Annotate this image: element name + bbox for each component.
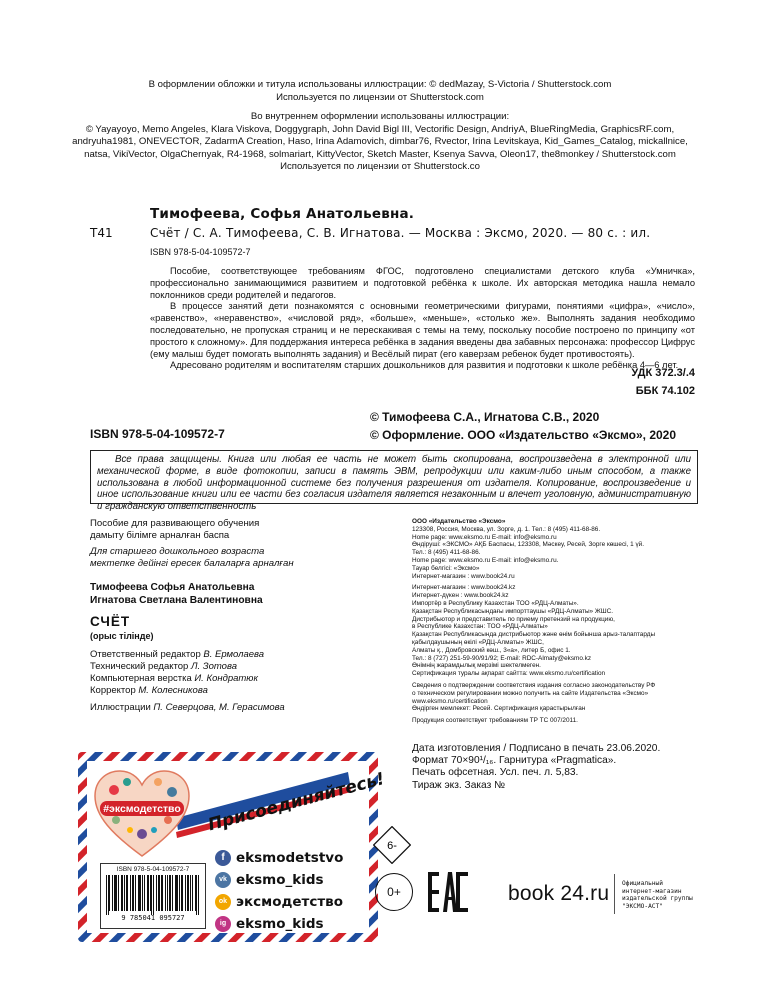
divider: [614, 874, 615, 914]
credit-line: andryuha1981, ONEVECTOR, ZadarmA Creation, Haso, Irina Adamovich, dimbar76, Rvector, Irina Levitskaya, Kid_Games_Catalog, mickallnice,: [72, 136, 688, 148]
staff-row: [90, 673, 264, 685]
barcode-bar: [140, 875, 141, 911]
publisher-info-line: Интернет-магазин : www.book24.kz: [412, 584, 516, 592]
staff-role: Корректор: [90, 685, 136, 696]
illustrators-label: Иллюстрации: [90, 702, 151, 713]
age-rating-0: 0+: [375, 873, 413, 911]
print-info: [412, 743, 660, 792]
publisher-info-line: Қазақстан Республикасындағы импорттаушы «РДЦ-Алматы» ЖШС.: [412, 607, 614, 615]
barcode-bar: [182, 875, 183, 911]
barcode-bar: [195, 875, 196, 911]
social-handle: eksmo_kids: [236, 871, 324, 888]
note-line: интернет-магазин: [622, 887, 682, 895]
social-ok[interactable]: [215, 892, 343, 911]
copyright-authors: © Тимофеева С.А., Игнатова С.В., 2020: [370, 410, 600, 424]
edition-type: [90, 518, 259, 541]
barcode-bar: [112, 875, 113, 911]
publisher-info-line: Өндіруші: «ЭКСМО» АҚБ Баспасы, 123308, Мәскеу, Ресей, Зорге көшесі, 1 үй.: [412, 541, 645, 549]
barcode-bar: [108, 875, 109, 915]
type-kz: дамыту білімге арналған баспа: [90, 529, 230, 541]
social-instagram[interactable]: [215, 914, 324, 933]
publisher-info-line: Алматы қ., Домбровский көш., 3«а», литер Б, офис 1.: [412, 646, 571, 654]
classification: [631, 364, 695, 400]
credit-line: Во внутреннем оформлении использованы иллюстрации:: [250, 111, 510, 122]
barcode-bar: [118, 875, 119, 911]
barcode-bar: [127, 875, 128, 911]
barcode-bar: [121, 875, 122, 911]
print-line: Дата изготовления / Подписано в печать 23.06.2020.: [412, 743, 661, 754]
promo-headline: Присоединяйтесь!: [206, 768, 387, 836]
social-handle: eksmo_kids: [236, 915, 324, 932]
credit-line: © Yayayoyo, Memo Angeles, Klara Viskova, Doggygraph, John David Bigl III, Vectorific Design, AndriyA, BlueRingMedia, GraphicsRF.com,: [85, 123, 675, 135]
book-title: СЧЁТ: [90, 614, 131, 629]
credit-line: natsa, VikiVector, OlgaChernyak, R4-1968, solmariart, KittyVector, Sketch Master, Ksenya Savva, Oleon17, the8monkey / Shutterstock.com: [84, 148, 676, 160]
barcode-isbn: ISBN 978-5-04-109572-7: [116, 866, 190, 873]
publisher-info-line: Тауар белгісі: «Эксмо»: [412, 564, 480, 572]
social-handle: эксмодетство: [236, 893, 344, 910]
publisher-info-line: Интернет-магазин : www.book24.ru: [412, 572, 515, 580]
barcode-bar: [172, 875, 173, 911]
facebook-icon: f: [215, 850, 231, 866]
barcode-bar: [130, 875, 131, 911]
publisher-info-line: ООО «Издательство «Эксмо»: [412, 518, 506, 525]
inner-credits: [60, 111, 700, 174]
print-line: Тираж экз. Заказ №: [412, 779, 506, 791]
staff-name: Л. Зотова: [190, 661, 237, 672]
barcode-bar: [106, 875, 107, 915]
barcode-bar: [142, 875, 143, 911]
barcode-bar: [144, 875, 145, 911]
barcode-bar: [115, 875, 116, 911]
odnoklassniki-icon: ok: [215, 894, 231, 910]
barcode-bar: [124, 875, 125, 911]
catalog-isbn: ISBN 978-5-04-109572-7: [150, 247, 251, 257]
publisher-info-line: Сведения о подтверждении соответствия издания согласно законодательству РФ: [412, 681, 656, 689]
staff-role: Компьютерная верстка: [90, 673, 192, 684]
author-name: Игнатова Светлана Валентиновна: [90, 595, 263, 606]
age-rating-6-icon: [373, 826, 411, 864]
publisher-info-line: Сертификация туралы ақпарат сайтта: www.eksmo.ru/certification: [412, 670, 606, 678]
barcode-bar: [176, 875, 177, 911]
publisher-info: [412, 518, 702, 725]
catalog-title: Счёт / С. А. Тимофеева, С. В. Игнатова. — Москва : Эксмо, 2020. — 80 с. : ил.: [150, 226, 651, 240]
publisher-info-line: Продукция соответствует требованиям ТР ТС 007/2011.: [412, 717, 578, 725]
copyright-block: [370, 408, 676, 444]
barcode-bar: [162, 875, 163, 911]
staff-name: М. Колесникова: [138, 685, 208, 696]
barcode-bar: [188, 875, 189, 911]
credit-line: Используется по лицензии от Shutterstock.co: [280, 161, 480, 173]
staff-role: Технический редактор: [90, 661, 189, 672]
publisher-info-line: Home page: www.eksmo.ru E-mail: info@eksmo.ru.: [412, 556, 559, 564]
publisher-info-line: www.eksmo.ru/certification: [412, 697, 488, 705]
barcode-bar: [165, 875, 166, 911]
barcode-bar: [181, 875, 182, 911]
social-vk[interactable]: [215, 870, 324, 889]
promo-card: [78, 752, 387, 942]
age-ru: Для старшего дошкольного возраста: [90, 546, 265, 557]
barcode-bar: [126, 875, 127, 911]
barcode-bar: [109, 875, 110, 911]
barcode-bar: [192, 875, 193, 911]
barcode-bar: [147, 875, 148, 911]
publisher-info-line: Өндірген мемлекет: Ресей. Сертификация қарастырылған: [412, 705, 586, 713]
isbn-main: ISBN 978-5-04-109572-7: [90, 427, 225, 441]
vk-icon: vk: [215, 872, 231, 888]
publisher-info-line: Home page: www.eksmo.ru E-mail: info@eksmo.ru: [412, 533, 557, 541]
barcode-bar: [114, 875, 115, 911]
barcode-bar: [150, 875, 151, 911]
social-handle: eksmodetstvo: [236, 849, 344, 866]
credit-line: Используется по лицензии от Shutterstock.com: [276, 91, 484, 103]
rights-notice-box: [90, 450, 698, 513]
catalog-author: Тимофеева, Софья Анатольевна.: [150, 206, 415, 222]
staff-row: [90, 649, 264, 661]
authors-block: [90, 581, 263, 607]
eac-mark-icon: [426, 869, 470, 915]
staff-row: [90, 685, 264, 697]
barcode-digits: 9 785041 095727: [121, 914, 185, 922]
barcode-bar: [148, 875, 149, 911]
barcode-bar: [177, 875, 178, 911]
publisher-info-line: Интернет-дүкен : www.book24.kz: [412, 592, 509, 600]
print-line: Формат 70×90¹/₁₆. Гарнитура «Pragmatica».: [412, 755, 617, 767]
book24-note: [622, 880, 693, 910]
barcode-bar: [190, 875, 191, 911]
barcode-bar: [122, 875, 123, 911]
age-rating-box-text: 6-: [387, 840, 397, 852]
barcode-bar: [167, 875, 168, 911]
print-line: Печать офсетная. Усл. печ. л. 5,83.: [412, 767, 579, 779]
staff-name: В. Ермолаева: [203, 649, 265, 660]
barcode-bar: [159, 875, 160, 911]
barcode-bar: [116, 875, 117, 911]
cover-credits: [60, 79, 700, 104]
illustrators: [90, 702, 285, 713]
book-language: (орыс тілінде): [90, 631, 154, 641]
publisher-info-line: Дистрибьютор и представитель по приему претензий на продукцию,: [412, 615, 615, 623]
barcode-bar: [198, 875, 199, 915]
book-description: [150, 266, 695, 372]
barcode-box: [100, 863, 206, 929]
barcode-bar: [161, 875, 162, 911]
note-line: "ЭКСМО-АСТ": [622, 902, 663, 910]
bbk-code: ББК 74.102: [635, 385, 695, 397]
barcode-bar: [179, 875, 180, 911]
illustrators-names: П. Северцова, М. Герасимова: [153, 702, 285, 713]
age-kz: мектепке дейінгі ересек балаларға арналған: [90, 557, 294, 569]
barcode-bar: [196, 875, 197, 915]
barcode-bar: [133, 875, 134, 911]
publisher-info-line: қабылдаушының өкілі «РДЦ-Алматы» ЖШС,: [412, 638, 544, 646]
barcode-bar: [170, 875, 171, 911]
book24-logo: book 24.ru: [508, 882, 610, 905]
staff-row: [90, 661, 264, 673]
publisher-info-line: Импортёр в Республику Казахстан ТОО «РДЦ-Алматы».: [412, 599, 579, 607]
note-line: издательской группы: [622, 895, 693, 903]
note-line: Официальный: [622, 880, 663, 887]
instagram-icon: ig: [215, 916, 231, 932]
author-name: Тимофеева Софья Анатольевна: [90, 582, 255, 593]
rights-notice: Все права защищены. Книга или любая ее часть не может быть скопирована, воспроизведена в электронной или механической форме, в виде фотокопии, записи в память ЭВМ, репродукции или каким-либо иным способом, а также использована в любой информационной системе без получения разрешения от издателя. Копирование, воспроизведение и иное использование книги или ее части без согласия издателя является незаконным и влечет уголовную, административную и гражданскую ответственность: [97, 454, 691, 513]
publisher-info-line: Қазақстан Республикасында дистрибьютор және өнім бойынша арыз-талаптарды: [412, 631, 656, 639]
catalog-code: Т41: [90, 226, 113, 240]
age-group: [90, 546, 294, 569]
barcode-bar: [185, 875, 186, 911]
barcode-bar: [138, 875, 139, 911]
publisher-info-line: Өнімнің жарамдылық мерзімі шектелмеген.: [412, 662, 541, 670]
barcode-bar: [158, 875, 159, 911]
hashtag: #эксмодетство: [103, 803, 181, 815]
type-ru: Пособие для развивающего обучения: [90, 518, 260, 529]
barcode-bar: [156, 875, 157, 911]
staff-role: Ответственный редактор: [90, 649, 201, 660]
copyright-design: © Оформление. ООО «Издательство «Эксмо», 2020: [370, 428, 677, 442]
publisher-info-line: 123308, Россия, Москва, ул. Зорге, д. 1. Тел.: 8 (495) 411-68-86.: [412, 525, 601, 533]
publisher-info-line: Тел.: 8 (495) 411-68-86.: [412, 549, 481, 557]
publisher-info-line: о техническом регулировании можно получить на сайте Издательства «Эксмо»: [412, 689, 649, 697]
barcode-bar: [139, 875, 140, 911]
barcode-icon: [106, 875, 200, 915]
barcode-bar: [135, 875, 136, 911]
credit-line: В оформлении обложки и титула использованы иллюстрации: © dedMazay, S-Victoria / Shutterstock.com: [148, 79, 612, 90]
social-facebook[interactable]: [215, 848, 343, 867]
description-paragraph: Адресовано родителям и воспитателям старших дошкольников для развития и подготовки к школе ребёнка 4—6 лет.: [170, 360, 679, 371]
staff-list: [90, 649, 264, 697]
barcode-bar: [153, 875, 154, 915]
barcode-bar: [175, 875, 176, 911]
description-paragraph: Пособие, соответствующее требованиям ФГОС, подготовлено специалистами детского клуба «Умничка», профессионально занимающимися развитием и подготовкой ребёнка к школе. Их авторская методика нашла немало поклонников среди родителей и педагогов.: [150, 266, 695, 300]
publisher-info-line: в Республике Казахстан: ТОО «РДЦ-Алматы»: [412, 623, 548, 631]
publisher-info-line: Тел.: 8 (727) 251-59-90/91/92; E-mail: RDC-Almaty@eksmo.kz: [412, 654, 592, 662]
udk-code: УДК 372.3/.4: [631, 367, 695, 379]
barcode-bar: [169, 875, 170, 911]
barcode-bar: [187, 875, 188, 911]
barcode-bar: [132, 875, 133, 911]
barcode-bar: [151, 875, 152, 915]
staff-name: И. Кондратюк: [194, 673, 258, 684]
description-paragraph: В процессе занятий дети познакомятся с основными геометрическими фигурами, понятиями «цифра», «число», «равенство», «неравенство», «числовой ряд», «больше», «меньше», «столько же». Выполнять задания необходимо последовательно, не пропуская страниц и не перескакивая с темы на тему, поскольку пособие построено по принципу «от простого к сложному». Для поддержания интереса ребёнка в задания введены два забавных персонажа: профессор Цифрус (ему малыш будет помогать выполнять задания) и Весёлый пират (его каверзам ребенок будет противостоять).: [150, 301, 695, 359]
